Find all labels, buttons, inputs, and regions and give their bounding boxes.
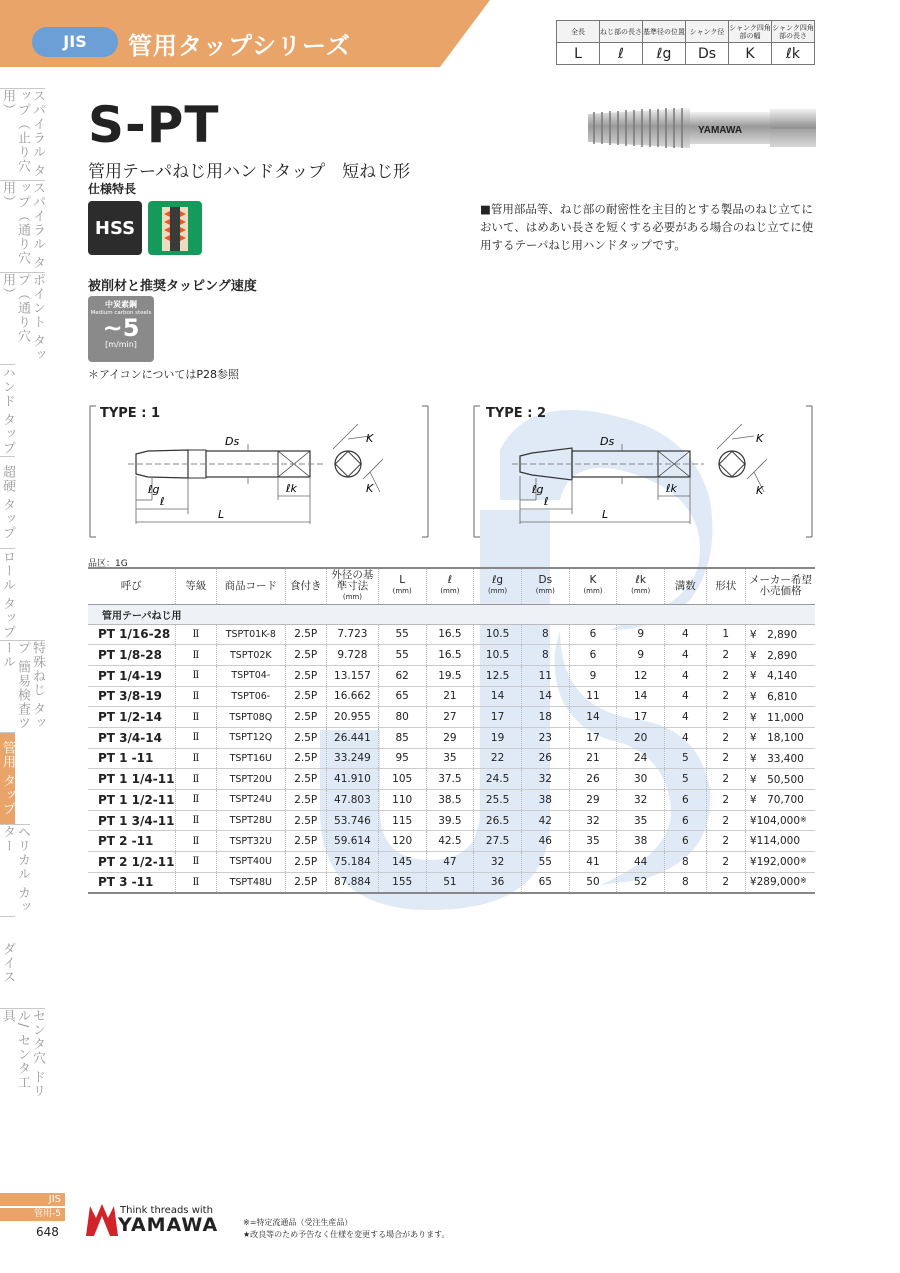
footer-jis-tab: JIS (0, 1193, 65, 1206)
series-title: 管用タップシリーズ (128, 32, 351, 60)
cell-grade: Ⅱ (175, 665, 216, 686)
cell-ds: 65 (521, 872, 569, 893)
col-L: L (mm) (378, 568, 426, 604)
cell-lk: 12 (617, 665, 665, 686)
cell-size: PT 1/16-28 (88, 624, 175, 645)
cell-k: 50 (569, 872, 617, 893)
cell-lg: 10.5 (474, 624, 522, 645)
l-label: ℓ (160, 495, 165, 508)
speed-value: ~5 (102, 314, 140, 342)
material-heading: 被削材と推奨タッピング速度 (88, 279, 257, 294)
cell-price: ¥114,000 (745, 831, 815, 852)
group-label: 管用テーパねじ用 (88, 604, 815, 624)
footer-tagline: Think threads with (120, 1205, 213, 1216)
col-chamfer: 食付き (285, 568, 326, 604)
cell-price: ¥ 2,890 (745, 645, 815, 666)
cell-price: ¥ 50,500 (745, 769, 815, 790)
legend-symbol: L (557, 43, 600, 65)
sidenav-helical-cutter[interactable]: ヘリカル カッター (0, 825, 30, 915)
cell-chamfer: 2.5P (285, 831, 326, 852)
col-price: メーカー希望小売価格 (745, 568, 815, 604)
cell-price: ¥ 33,400 (745, 748, 815, 769)
table-row (88, 810, 815, 831)
cell-shape: 2 (706, 686, 745, 707)
cell-grade: Ⅱ (175, 707, 216, 728)
table-header-row (88, 568, 815, 604)
footer-brand: YAMAWA (118, 1214, 219, 1236)
sidenav-pipe-tap[interactable]: 管用 タップ (0, 732, 15, 824)
tap-photo (580, 100, 820, 156)
table-row (88, 624, 815, 645)
cell-k: 41 (569, 852, 617, 873)
cell-od: 13.157 (326, 665, 378, 686)
cell-chamfer: 2.5P (285, 727, 326, 748)
cell-lg: 24.5 (474, 769, 522, 790)
cell-lk: 9 (617, 645, 665, 666)
cell-k: 6 (569, 624, 617, 645)
material-jp: 中炭素鋼 (105, 300, 137, 309)
cell-k: 26 (569, 769, 617, 790)
cell-code: TSPT16U (217, 748, 285, 769)
cell-l: 47 (426, 852, 474, 873)
table-row (88, 707, 815, 728)
cell-shape: 2 (706, 645, 745, 666)
cell-flutes: 6 (665, 810, 706, 831)
product-name: S-PT (88, 96, 220, 154)
cell-ds: 42 (521, 810, 569, 831)
table-row (88, 665, 815, 686)
col-k: K (mm) (569, 568, 617, 604)
cell-l: 38.5 (426, 790, 474, 811)
cell-size: PT 2 -11 (88, 831, 175, 852)
cell-chamfer: 2.5P (285, 707, 326, 728)
col-grade: 等級 (175, 568, 216, 604)
cell-price: ¥192,000※ (745, 852, 815, 873)
cell-code: TSPT01K-8 (217, 624, 285, 645)
cell-l: 95 (378, 748, 426, 769)
cell-k: 14 (569, 707, 617, 728)
legend-header: シャンク四角部の長さ (772, 21, 815, 43)
cell-lk: 24 (617, 748, 665, 769)
cell-price: ¥ 11,000 (745, 707, 815, 728)
cell-ds: 14 (521, 686, 569, 707)
L-label: L (218, 508, 225, 521)
cell-lk: 32 (617, 790, 665, 811)
cell-size: PT 1/8-28 (88, 645, 175, 666)
cell-price: ¥289,000※ (745, 872, 815, 893)
sidenav-special-tap[interactable]: 特殊ねじ タップ 簡易検査ツール (0, 641, 45, 731)
group-row (88, 604, 815, 624)
cell-size: PT 1/2-14 (88, 707, 175, 728)
icon-note: ＊アイコンについてはP28参照 (88, 368, 239, 381)
cell-size: PT 3/8-19 (88, 686, 175, 707)
cell-chamfer: 2.5P (285, 624, 326, 645)
sidenav-dies[interactable]: ダイス (0, 916, 15, 1008)
cell-od: 75.184 (326, 852, 378, 873)
cell-ds: 32 (521, 769, 569, 790)
cell-lg: 27.5 (474, 831, 522, 852)
cell-l: 39.5 (426, 810, 474, 831)
cell-ds: 55 (521, 852, 569, 873)
cell-flutes: 4 (665, 665, 706, 686)
cell-chamfer: 2.5P (285, 748, 326, 769)
cell-od: 20.955 (326, 707, 378, 728)
product-description: ■管用部品等、ねじ部の耐密性を主目的とする製品のねじ立てにおいて、はめあい長さを短くする必要がある場合のねじ立てに使用するテーパねじ用ハンドタップです。 (480, 202, 814, 252)
k-label: K (756, 432, 764, 445)
cell-l: 37.5 (426, 769, 474, 790)
cell-grade: Ⅱ (175, 790, 216, 811)
cell-l: 62 (378, 665, 426, 686)
cell-size: PT 1/4-19 (88, 665, 175, 686)
cell-grade: Ⅱ (175, 645, 216, 666)
col-ds: Ds (mm) (521, 568, 569, 604)
footer-section-tab: 管用-5 (0, 1208, 65, 1221)
cell-grade: Ⅱ (175, 872, 216, 893)
page-number: 648 (36, 1225, 59, 1239)
table-row (88, 645, 815, 666)
lot-code: 品区：1G (88, 559, 128, 569)
cell-flutes: 4 (665, 686, 706, 707)
sidenav-spiral-blind[interactable]: スパイラル タップ（止り穴用） (0, 89, 45, 179)
cell-shape: 1 (706, 624, 745, 645)
sidenav-hand-tap[interactable]: ハンド タップ (0, 365, 15, 456)
cell-flutes: 4 (665, 727, 706, 748)
cell-k: 17 (569, 727, 617, 748)
cell-k: 29 (569, 790, 617, 811)
col-l: ℓ (mm) (426, 568, 474, 604)
cell-code: TSPT28U (217, 810, 285, 831)
cell-shape: 2 (706, 727, 745, 748)
cell-code: TSPT02K (217, 645, 285, 666)
ds-label: Ds (600, 435, 615, 448)
cell-lk: 17 (617, 707, 665, 728)
type1-diagram (88, 404, 430, 539)
cell-flutes: 4 (665, 645, 706, 666)
cell-size: PT 1 1/4-11 (88, 769, 175, 790)
cell-chamfer: 2.5P (285, 852, 326, 873)
type2-diagram (472, 404, 814, 539)
cell-flutes: 4 (665, 707, 706, 728)
cell-code: TSPT04- (217, 665, 285, 686)
cell-k: 11 (569, 686, 617, 707)
table-row (88, 727, 815, 748)
legend-header: 基準径の位置 (643, 21, 686, 43)
cell-l: 145 (378, 852, 426, 873)
sidenav-roll-tap[interactable]: ロール タップ (0, 549, 15, 640)
cell-grade: Ⅱ (175, 727, 216, 748)
cell-price: ¥ 18,100 (745, 727, 815, 748)
cell-k: 6 (569, 645, 617, 666)
cell-lk: 44 (617, 852, 665, 873)
cell-code: TSPT24U (217, 790, 285, 811)
k-label: K (366, 482, 374, 495)
cell-lk: 35 (617, 810, 665, 831)
cell-shape: 2 (706, 790, 745, 811)
cell-l: 120 (378, 831, 426, 852)
cell-lg: 10.5 (474, 645, 522, 666)
cell-l: 35 (426, 748, 474, 769)
cell-grade: Ⅱ (175, 748, 216, 769)
sidenav-spiral-through[interactable]: スパイラル タップ（通り穴用） (0, 181, 45, 271)
cell-grade: Ⅱ (175, 769, 216, 790)
cell-ds: 8 (521, 624, 569, 645)
speed-unit: [m/min] (105, 340, 137, 349)
lk-label: ℓk (286, 482, 297, 495)
cell-grade: Ⅱ (175, 831, 216, 852)
table-row (88, 872, 815, 893)
cell-chamfer: 2.5P (285, 872, 326, 893)
cell-lk: 14 (617, 686, 665, 707)
spec-heading: 仕様特長 (88, 182, 137, 196)
cell-l: 80 (378, 707, 426, 728)
cell-chamfer: 2.5P (285, 810, 326, 831)
sidenav-point-tap[interactable]: ポイント タップ（通り穴用） (0, 273, 45, 363)
cell-ds: 8 (521, 645, 569, 666)
cell-shape: 2 (706, 810, 745, 831)
cell-code: TSPT20U (217, 769, 285, 790)
cell-size: PT 1 -11 (88, 748, 175, 769)
cell-shape: 2 (706, 748, 745, 769)
yamawa-logo-icon (86, 1202, 118, 1236)
cell-lg: 32 (474, 852, 522, 873)
cell-size: PT 3 -11 (88, 872, 175, 893)
cell-lk: 52 (617, 872, 665, 893)
cell-lg: 12.5 (474, 665, 522, 686)
k-label: K (366, 432, 374, 445)
table-row (88, 748, 815, 769)
cell-ds: 18 (521, 707, 569, 728)
cell-od: 26.441 (326, 727, 378, 748)
cell-size: PT 3/4-14 (88, 727, 175, 748)
cell-l: 16.5 (426, 624, 474, 645)
photo-brand-label: YAMAWA (698, 125, 743, 136)
note-special: ※=特定流通品（受注生産品） (243, 1218, 353, 1227)
cell-lk: 38 (617, 831, 665, 852)
thread-sealing-icon (148, 201, 202, 255)
cell-od: 9.728 (326, 645, 378, 666)
cell-price: ¥104,000※ (745, 810, 815, 831)
cell-od: 87.884 (326, 872, 378, 893)
cell-ds: 46 (521, 831, 569, 852)
sidenav-carbide-tap[interactable]: 超硬 タップ (0, 456, 15, 548)
cell-lk: 20 (617, 727, 665, 748)
cell-l: 29 (426, 727, 474, 748)
cell-grade: Ⅱ (175, 810, 216, 831)
col-shape: 形状 (706, 568, 745, 604)
cell-ds: 26 (521, 748, 569, 769)
special-order-mark: ※ (800, 876, 807, 886)
cell-k: 32 (569, 810, 617, 831)
cell-l: 55 (378, 645, 426, 666)
table-row (88, 852, 815, 873)
legend-header: シャンク径 (686, 21, 729, 43)
cell-flutes: 4 (665, 624, 706, 645)
table-row (88, 769, 815, 790)
cell-ds: 11 (521, 665, 569, 686)
col-size: 呼び (88, 568, 175, 604)
jis-badge: JIS (32, 27, 118, 57)
col-flutes: 溝数 (665, 568, 706, 604)
cell-l: 65 (378, 686, 426, 707)
cell-flutes: 5 (665, 769, 706, 790)
cell-flutes: 8 (665, 852, 706, 873)
cell-size: PT 1 1/2-11 (88, 790, 175, 811)
product-subtitle: 管用テーパねじ用ハンドタップ 短ねじ形 (88, 162, 411, 182)
legend-symbol: K (729, 43, 772, 65)
legend-symbol: Ds (686, 43, 729, 65)
cell-chamfer: 2.5P (285, 769, 326, 790)
material-en: Medium carbon steels (90, 310, 152, 316)
cell-od: 47.803 (326, 790, 378, 811)
cell-lg: 17 (474, 707, 522, 728)
cell-lg: 22 (474, 748, 522, 769)
cell-grade: Ⅱ (175, 686, 216, 707)
type2-label: TYPE : 2 (486, 406, 546, 421)
cell-shape: 2 (706, 665, 745, 686)
lg-label: ℓg (532, 483, 544, 496)
cell-lg: 14 (474, 686, 522, 707)
side-navigation (0, 88, 60, 1100)
cell-od: 59.614 (326, 831, 378, 852)
cell-size: PT 2 1/2-11 (88, 852, 175, 873)
cell-l: 55 (378, 624, 426, 645)
cell-l: 42.5 (426, 831, 474, 852)
cell-flutes: 5 (665, 748, 706, 769)
cell-shape: 2 (706, 872, 745, 893)
cell-flutes: 6 (665, 831, 706, 852)
cell-chamfer: 2.5P (285, 686, 326, 707)
cell-k: 9 (569, 665, 617, 686)
legend-header: シャンク四角部の幅 (729, 21, 772, 43)
cell-chamfer: 2.5P (285, 645, 326, 666)
table-row (88, 831, 815, 852)
cell-code: TSPT48U (217, 872, 285, 893)
cell-lg: 26.5 (474, 810, 522, 831)
cell-k: 35 (569, 831, 617, 852)
cell-grade: Ⅱ (175, 624, 216, 645)
cell-od: 41.910 (326, 769, 378, 790)
cell-l: 21 (426, 686, 474, 707)
table-row (88, 790, 815, 811)
table-row (88, 686, 815, 707)
ds-label: Ds (225, 435, 240, 448)
legend-header: ねじ部の長さ (600, 21, 643, 43)
cell-ds: 38 (521, 790, 569, 811)
cell-l: 27 (426, 707, 474, 728)
footer-notes (243, 1217, 450, 1241)
cell-l: 105 (378, 769, 426, 790)
special-order-mark: ※ (800, 855, 807, 865)
special-order-mark: ※ (800, 814, 807, 824)
cell-price: ¥ 2,890 (745, 624, 815, 645)
cell-chamfer: 2.5P (285, 790, 326, 811)
legend-symbol: ℓ (600, 43, 643, 65)
cell-grade: Ⅱ (175, 852, 216, 873)
cell-shape: 2 (706, 707, 745, 728)
cell-od: 16.662 (326, 686, 378, 707)
cell-ds: 23 (521, 727, 569, 748)
cell-lk: 30 (617, 769, 665, 790)
cell-od: 7.723 (326, 624, 378, 645)
cell-lg: 36 (474, 872, 522, 893)
cell-size: PT 1 3/4-11 (88, 810, 175, 831)
cell-lk: 9 (617, 624, 665, 645)
cell-flutes: 6 (665, 790, 706, 811)
l-label: ℓ (544, 495, 549, 508)
legend-header: 全長 (557, 21, 600, 43)
speed-icon (88, 296, 154, 362)
cell-l: 51 (426, 872, 474, 893)
col-lk: ℓk (mm) (617, 568, 665, 604)
lg-label: ℓg (148, 483, 160, 496)
cell-l: 110 (378, 790, 426, 811)
cell-shape: 2 (706, 831, 745, 852)
k-label: K (756, 484, 764, 497)
cell-l: 155 (378, 872, 426, 893)
cell-od: 33.249 (326, 748, 378, 769)
cell-k: 21 (569, 748, 617, 769)
type1-label: TYPE : 1 (100, 406, 160, 421)
sidenav-center-drill[interactable]: センタ穴 ドリル/ センタ工具 (0, 1009, 45, 1099)
col-od: 外径の基準寸法 (mm) (326, 568, 378, 604)
hss-icon: HSS (88, 201, 142, 255)
cell-price: ¥ 6,810 (745, 686, 815, 707)
note-change: ★改良等のため予告なく仕様を変更する場合があります。 (243, 1230, 450, 1239)
cell-l: 19.5 (426, 665, 474, 686)
cell-flutes: 8 (665, 872, 706, 893)
cell-code: TSPT12Q (217, 727, 285, 748)
cell-code: TSPT06- (217, 686, 285, 707)
cell-od: 53.746 (326, 810, 378, 831)
col-lg: ℓg (mm) (474, 568, 522, 604)
cell-l: 85 (378, 727, 426, 748)
cell-price: ¥ 70,700 (745, 790, 815, 811)
cell-shape: 2 (706, 852, 745, 873)
cell-shape: 2 (706, 769, 745, 790)
cell-lg: 19 (474, 727, 522, 748)
dimension-legend (556, 20, 815, 65)
cell-l: 115 (378, 810, 426, 831)
cell-code: TSPT40U (217, 852, 285, 873)
cell-lg: 25.5 (474, 790, 522, 811)
legend-symbol: ℓg (643, 43, 686, 65)
lk-label: ℓk (666, 482, 677, 495)
cell-price: ¥ 4,140 (745, 665, 815, 686)
L-label: L (602, 508, 609, 521)
cell-code: TSPT08Q (217, 707, 285, 728)
spec-table (88, 567, 815, 894)
cell-code: TSPT32U (217, 831, 285, 852)
cell-chamfer: 2.5P (285, 665, 326, 686)
cell-l: 16.5 (426, 645, 474, 666)
legend-symbol: ℓk (772, 43, 815, 65)
col-code: 商品コード (217, 568, 285, 604)
